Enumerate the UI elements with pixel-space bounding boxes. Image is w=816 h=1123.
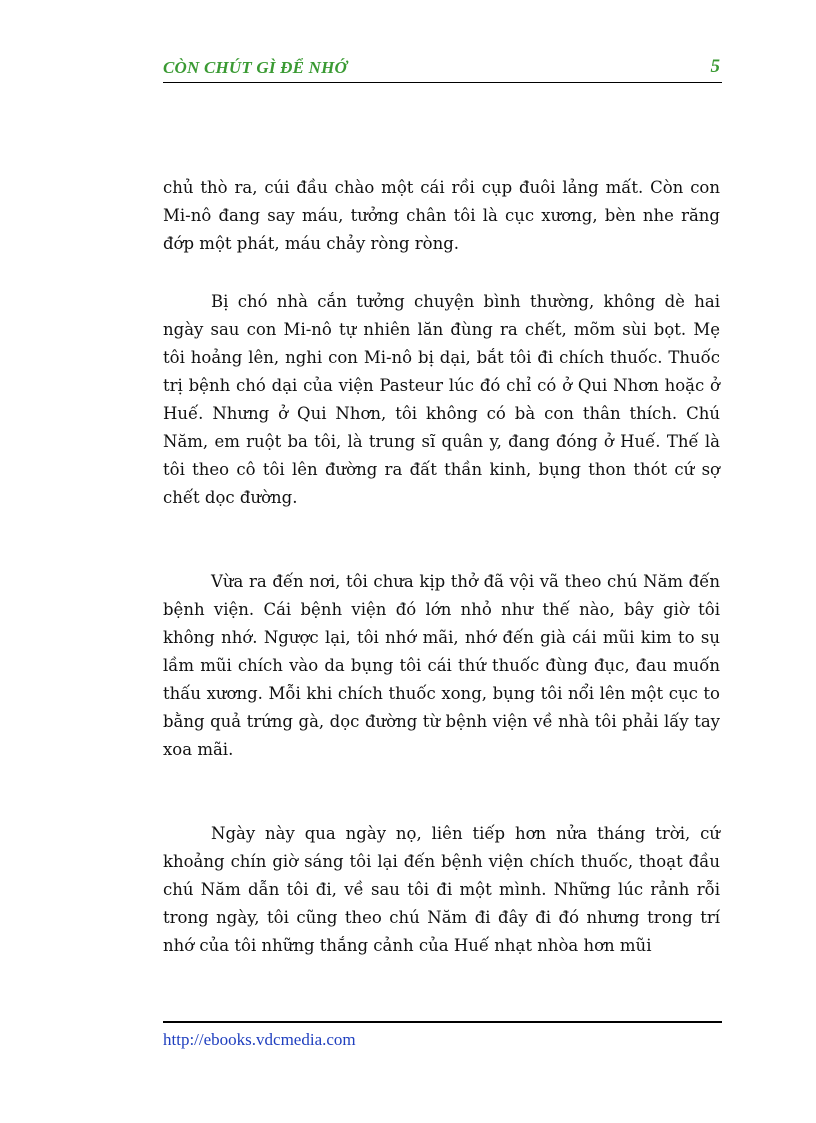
- paragraph-spacer: [163, 512, 720, 568]
- paragraph-4: Ngày này qua ngày nọ, liên tiếp hơn nửa tháng trời, cứ khoảng chín giờ sáng tôi lại đến bệnh viện chích thuốc, thoạt đầu chú Năm dẫn tôi đi, về sau tôi đi một mình. Những lúc rảnh rỗi trong ngày, tôi cũng theo chú Năm đi đây đi đó nhưng trong trí nhớ của tôi những thắng cảnh của Huế nhạt nhòa hơn mũi: [163, 824, 720, 955]
- paragraph-spacer: [163, 764, 720, 820]
- page-number: 5: [710, 56, 720, 77]
- paragraph-1: chủ thò ra, cúi đầu chào một cái rồi cụp đuôi lảng mất. Còn con Mi-nô đang say máu, tưởng chân tôi là cục xương, bèn nhe răng đớp một phát, máu chảy ròng ròng.: [163, 178, 720, 253]
- paragraph-2: Bị chó nhà cắn tưởng chuyện bình thường, không dè hai ngày sau con Mi-nô tự nhiên lăn đùng ra chết, mõm sùi bọt. Mẹ tôi hoảng lên, nghi con Mi-nô bị dại, bắt tôi đi chích thuốc. Thuốc trị bệnh chó dại của viện Pasteur lúc đó chỉ có ở Qui Nhơn hoặc ở Huế. Nhưng ở Qui Nhơn, tôi không có bà con thân thích. Chú Năm, em ruột ba tôi, là trung sĩ quân y, đang đóng ở Huế. Thế là tôi theo cô tôi lên đường ra đất thần kinh, bụng thon thót cứ sợ chết dọc đường.: [163, 292, 720, 507]
- book-title: CÒN CHÚT GÌ ĐỂ NHỚ: [163, 58, 348, 77]
- footer-divider: [163, 1021, 722, 1023]
- paragraph-3: Vừa ra đến nơi, tôi chưa kịp thở đã vội vã theo chú Năm đến bệnh viện. Cái bệnh viện đó lớn nhỏ như thế nào, bây giờ tôi không nhớ. Ngược lại, tôi nhớ mãi, nhớ đến già cái mũi kim to sụ lầm mũi chích vào da bụng tôi cái thứ thuốc đùng đục, đau muốn thấu xương. Mỗi khi chích thuốc xong, bụng tôi nổi lên một cục to bằng quả trứng gà, dọc đường từ bệnh viện về nhà tôi phải lấy tay xoa mãi.: [163, 572, 720, 759]
- page-body: [163, 174, 720, 960]
- page-header: [163, 56, 722, 83]
- footer-website-link[interactable]: http://ebooks.vdcmedia.com: [163, 1030, 356, 1049]
- paragraph-spacer: [163, 258, 720, 288]
